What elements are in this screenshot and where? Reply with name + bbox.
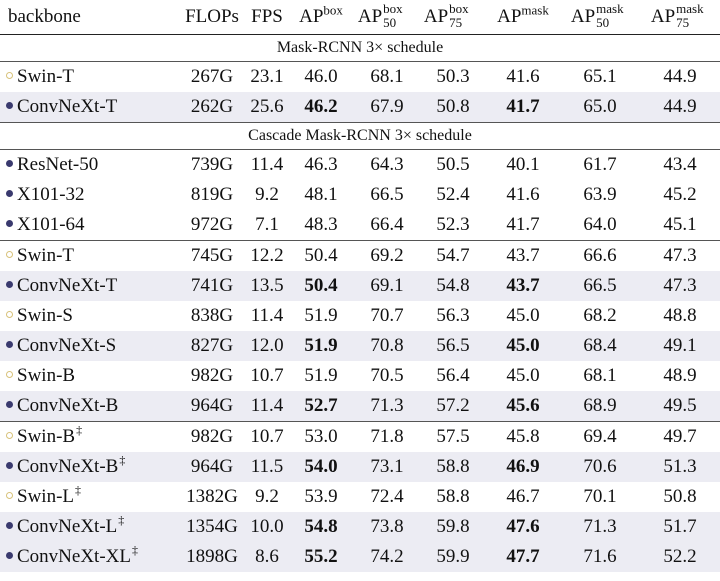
backbone-name	[0, 422, 178, 453]
cell-apm: 45.0	[506, 365, 540, 386]
cell-ap: 48.1	[304, 184, 338, 205]
cell-flops: 972G	[190, 214, 234, 235]
table-row	[0, 92, 720, 123]
cell-ap50: 67.9	[354, 92, 420, 123]
cell-apm: 43.7	[486, 241, 560, 272]
cell-ap50: 73.8	[354, 512, 420, 542]
table-row	[0, 542, 720, 572]
cell-ap50: 74.2	[354, 542, 420, 572]
filled-dot-icon	[6, 220, 13, 227]
table-row	[0, 301, 720, 331]
cell-apm75: 44.9	[640, 62, 720, 93]
hollow-dot-icon	[6, 251, 13, 258]
cell-ap: 54.0	[288, 452, 354, 482]
backbone-label: ResNet-50	[17, 154, 99, 175]
cell-ap75: 50.3	[420, 62, 486, 93]
cell-apm75: 43.4	[640, 150, 720, 181]
cell-fps: 10.7	[250, 365, 284, 386]
cell-ap50: 71.3	[354, 391, 420, 422]
cell-apm: 40.1	[486, 150, 560, 181]
table-row	[0, 150, 720, 181]
backbone-label: ConvNeXt-T	[17, 96, 118, 117]
cell-apm75: 49.1	[640, 331, 720, 361]
cell-apm75: 49.7	[640, 422, 720, 453]
cell-fps: 13.5	[246, 271, 288, 301]
hollow-dot-icon	[6, 72, 13, 79]
backbone-label: Swin-T	[17, 245, 74, 266]
filled-dot-icon	[6, 190, 13, 197]
cell-apm50: 64.0	[583, 214, 617, 235]
dagger-mark: ‡	[119, 453, 126, 467]
cell-ap50: 70.5	[370, 365, 404, 386]
filled-dot-icon	[6, 522, 13, 529]
backbone-label: Swin-S	[17, 305, 73, 326]
cell-ap: 46.0	[288, 62, 354, 93]
cell-flops: 1354G	[178, 512, 246, 542]
filled-dot-icon	[6, 552, 13, 559]
backbone-label: Swin-T	[17, 66, 74, 87]
cell-ap: 55.2	[288, 542, 354, 572]
col-ap-mask: $AP^{mask}$	[497, 2, 549, 27]
backbone-label: Swin-L	[17, 486, 74, 507]
cell-ap75: 54.7	[420, 241, 486, 272]
cell-ap50: 71.8	[354, 422, 420, 453]
backbone-name	[0, 62, 178, 93]
backbone-name	[0, 542, 178, 572]
cell-ap50: 66.5	[370, 184, 404, 205]
cell-apm75: 45.1	[663, 214, 697, 235]
backbone-name	[0, 241, 178, 272]
table-body	[0, 35, 720, 573]
cell-apm75: 49.5	[640, 391, 720, 422]
cell-ap75: 59.9	[420, 542, 486, 572]
backbone-name	[0, 391, 178, 422]
cell-ap: 52.7	[288, 391, 354, 422]
cell-apm75: 50.8	[663, 486, 697, 507]
cell-apm50: 70.1	[583, 486, 617, 507]
cell-fps: 11.4	[246, 391, 288, 422]
cell-fps: 10.7	[246, 422, 288, 453]
cell-apm: 43.7	[486, 271, 560, 301]
backbone-label: ConvNeXt-B	[17, 395, 119, 416]
filled-dot-icon	[6, 341, 13, 348]
cell-apm75: 47.3	[640, 271, 720, 301]
backbone-name	[0, 452, 178, 482]
cell-ap75: 56.3	[436, 305, 470, 326]
cell-flops: 964G	[178, 452, 246, 482]
cell-flops: 267G	[178, 62, 246, 93]
cell-apm50: 65.0	[560, 92, 640, 123]
cell-flops: 819G	[190, 184, 234, 205]
backbone-name	[0, 271, 178, 301]
section-header	[0, 123, 720, 150]
cell-ap: 50.4	[288, 271, 354, 301]
cell-apm: 41.7	[486, 92, 560, 123]
cell-apm: 46.9	[486, 452, 560, 482]
table-row	[0, 210, 720, 241]
cell-apm75: 48.8	[663, 305, 697, 326]
cell-ap50: 66.4	[370, 214, 404, 235]
cell-ap75: 50.8	[420, 92, 486, 123]
cell-fps: 12.0	[246, 331, 288, 361]
cell-ap50: 68.1	[354, 62, 420, 93]
cell-ap50: 73.1	[354, 452, 420, 482]
cell-ap50: 69.1	[354, 271, 420, 301]
header-row	[0, 0, 720, 35]
backbone-name	[0, 301, 178, 331]
cell-flops: 982G	[190, 365, 234, 386]
cell-fps: 12.2	[246, 241, 288, 272]
cell-fps: 11.5	[246, 452, 288, 482]
section-title: Cascade Mask-RCNN 3× schedule	[0, 123, 720, 150]
cell-ap75: 59.8	[420, 512, 486, 542]
backbone-name	[0, 210, 178, 241]
cell-ap: 51.9	[288, 331, 354, 361]
cell-ap75: 50.5	[420, 150, 486, 181]
cell-flops: 262G	[178, 92, 246, 123]
cell-apm: 41.6	[486, 62, 560, 93]
cell-ap50: 69.2	[354, 241, 420, 272]
backbone-name	[0, 92, 178, 123]
backbone-label: X101-64	[17, 214, 85, 235]
table-row	[0, 271, 720, 301]
dagger-mark: ‡	[131, 543, 138, 557]
cell-fps: 11.4	[250, 305, 284, 326]
cell-ap75: 56.5	[420, 331, 486, 361]
cell-apm75: 44.9	[640, 92, 720, 123]
cell-flops: 745G	[178, 241, 246, 272]
cell-apm: 41.6	[506, 184, 540, 205]
table-row	[0, 331, 720, 361]
table-row	[0, 452, 720, 482]
cell-ap50: 70.8	[354, 331, 420, 361]
cell-fps: 10.0	[246, 512, 288, 542]
backbone-label: ConvNeXt-L	[17, 516, 118, 537]
section-title: Mask-RCNN 3× schedule	[0, 35, 720, 62]
backbone-label: Swin-B	[17, 365, 76, 386]
cell-fps: 8.6	[246, 542, 288, 572]
backbone-name	[0, 180, 178, 210]
backbone-name	[0, 482, 178, 512]
cell-apm75: 51.7	[640, 512, 720, 542]
cell-fps: 9.2	[255, 486, 279, 507]
col-fps: FPS	[251, 6, 283, 27]
backbone-name	[0, 150, 178, 181]
cell-ap75: 56.4	[436, 365, 470, 386]
table-row	[0, 180, 720, 210]
backbone-name	[0, 512, 178, 542]
cell-apm50: 68.1	[583, 365, 617, 386]
cell-apm50: 68.9	[560, 391, 640, 422]
backbone-label: ConvNeXt-T	[17, 275, 118, 296]
cell-ap: 51.9	[304, 305, 338, 326]
cell-apm50: 66.6	[560, 241, 640, 272]
col-backbone: backbone	[8, 6, 81, 27]
filled-dot-icon	[6, 462, 13, 469]
hollow-dot-icon	[6, 492, 13, 499]
filled-dot-icon	[6, 160, 13, 167]
table-row	[0, 62, 720, 93]
cell-apm: 41.7	[506, 214, 540, 235]
cell-apm50: 63.9	[583, 184, 617, 205]
table-row	[0, 422, 720, 453]
backbone-label: ConvNeXt-B	[17, 456, 119, 477]
table-row	[0, 512, 720, 542]
table-row	[0, 482, 720, 512]
cell-ap75: 52.3	[436, 214, 470, 235]
cell-apm75: 48.9	[663, 365, 697, 386]
filled-dot-icon	[6, 281, 13, 288]
cell-fps: 7.1	[255, 214, 279, 235]
backbone-name	[0, 361, 178, 391]
cell-flops: 739G	[178, 150, 246, 181]
cell-apm: 45.6	[486, 391, 560, 422]
backbone-name	[0, 331, 178, 361]
cell-apm75: 47.3	[640, 241, 720, 272]
cell-apm50: 68.2	[583, 305, 617, 326]
cell-apm: 46.7	[506, 486, 540, 507]
cell-apm: 45.0	[486, 331, 560, 361]
col-ap50-box: AP box 50	[357, 1, 403, 30]
filled-dot-icon	[6, 401, 13, 408]
cell-apm75: 52.2	[640, 542, 720, 572]
cell-flops: 1898G	[178, 542, 246, 572]
cell-apm: 47.6	[486, 512, 560, 542]
cell-flops: 964G	[178, 391, 246, 422]
cell-apm50: 66.5	[560, 271, 640, 301]
cell-flops: 982G	[178, 422, 246, 453]
cell-ap: 46.2	[288, 92, 354, 123]
dagger-mark: ‡	[76, 423, 83, 437]
cell-apm: 45.0	[506, 305, 540, 326]
cell-flops: 827G	[178, 331, 246, 361]
cell-apm75: 51.3	[640, 452, 720, 482]
cell-apm50: 71.6	[560, 542, 640, 572]
dagger-mark: ‡	[118, 513, 125, 527]
cell-ap75: 54.8	[420, 271, 486, 301]
cell-apm: 45.8	[486, 422, 560, 453]
col-flops: FLOPs	[185, 6, 239, 27]
cell-apm50: 61.7	[560, 150, 640, 181]
cell-ap50: 70.7	[370, 305, 404, 326]
cell-ap: 48.3	[304, 214, 338, 235]
col-ap50-mask: AP mask 50	[570, 1, 624, 30]
table-row	[0, 241, 720, 272]
cell-apm50: 71.3	[560, 512, 640, 542]
cell-ap: 46.3	[288, 150, 354, 181]
cell-fps: 25.6	[246, 92, 288, 123]
dagger-mark: ‡	[75, 483, 81, 497]
col-ap75-box: AP box 75	[423, 1, 469, 30]
cell-ap75: 58.8	[420, 452, 486, 482]
cell-apm: 47.7	[486, 542, 560, 572]
backbone-label: ConvNeXt-XL	[17, 546, 131, 567]
table-row	[0, 391, 720, 422]
cell-ap: 54.8	[288, 512, 354, 542]
cell-flops: 741G	[178, 271, 246, 301]
cell-ap: 50.4	[288, 241, 354, 272]
hollow-dot-icon	[6, 371, 13, 378]
cell-ap: 53.9	[304, 486, 338, 507]
cell-ap: 53.0	[288, 422, 354, 453]
cell-ap75: 58.8	[436, 486, 470, 507]
hollow-dot-icon	[6, 311, 13, 318]
cell-ap75: 52.4	[436, 184, 470, 205]
table-row	[0, 361, 720, 391]
hollow-dot-icon	[6, 432, 13, 439]
cell-fps: 11.4	[246, 150, 288, 181]
section-header	[0, 35, 720, 62]
col-ap75-mask: AP mask 75	[650, 1, 704, 30]
backbone-label: X101-32	[17, 184, 85, 205]
cell-fps: 23.1	[246, 62, 288, 93]
backbone-label: Swin-B	[17, 426, 76, 447]
cell-ap: 51.9	[304, 365, 338, 386]
cell-flops: 1382G	[186, 486, 238, 507]
cell-apm75: 45.2	[663, 184, 697, 205]
col-ap-box: $AP^{box}$	[299, 2, 343, 27]
cell-apm50: 70.6	[560, 452, 640, 482]
cell-apm50: 68.4	[560, 331, 640, 361]
cell-ap50: 64.3	[354, 150, 420, 181]
cell-fps: 9.2	[255, 184, 279, 205]
cell-ap50: 72.4	[370, 486, 404, 507]
cell-flops: 838G	[190, 305, 234, 326]
cell-apm50: 65.1	[560, 62, 640, 93]
filled-dot-icon	[6, 102, 13, 109]
cell-ap75: 57.2	[420, 391, 486, 422]
cell-apm50: 69.4	[560, 422, 640, 453]
cell-ap75: 57.5	[420, 422, 486, 453]
backbone-label: ConvNeXt-S	[17, 335, 117, 356]
